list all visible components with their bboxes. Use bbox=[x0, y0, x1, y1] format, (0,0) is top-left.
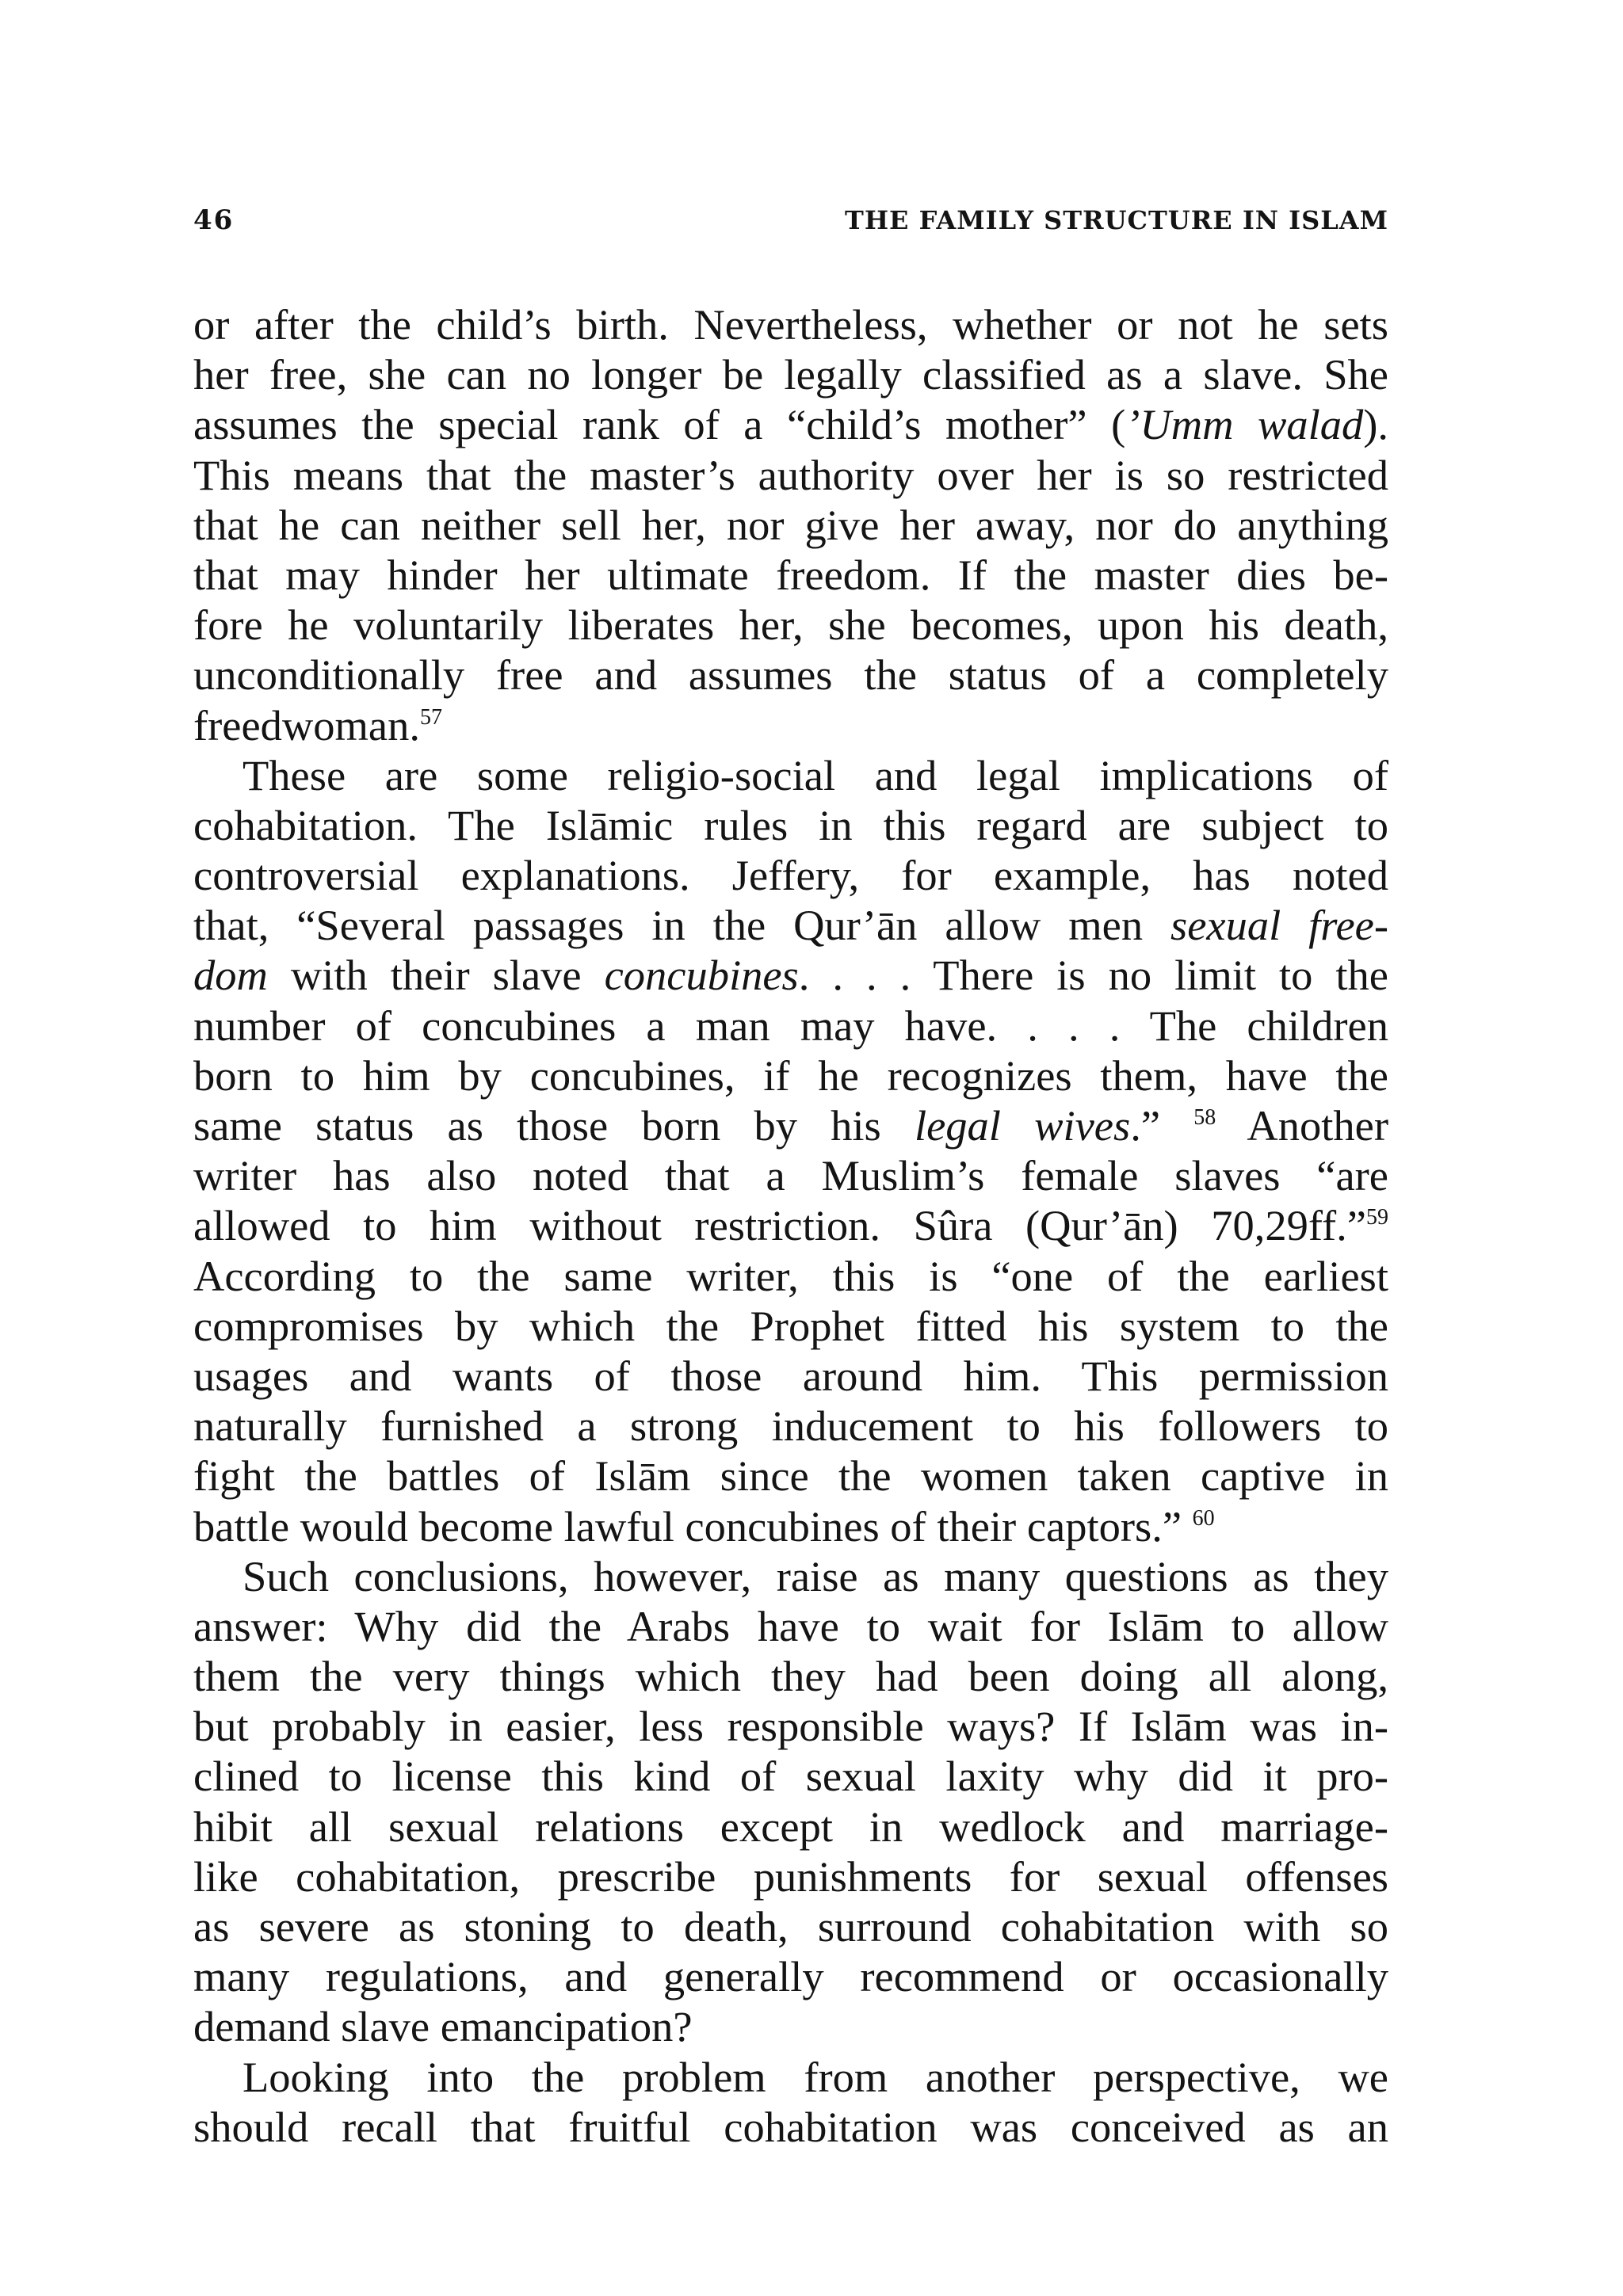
text-line bbox=[193, 1401, 1388, 1451]
text-line bbox=[193, 1301, 1388, 1351]
text-segment: battle would become lawful concubines of their captors.” bbox=[193, 1501, 1193, 1550]
text-segment: fore he voluntarily liberates her, she becomes, upon his death, bbox=[193, 601, 1388, 650]
text-segment: unconditionally free and assumes the status of a completely bbox=[193, 650, 1388, 700]
text-segment: Looking into the problem from another perspective, we bbox=[242, 2052, 1388, 2101]
text-segment: compromises by which the Prophet fitted his system to the bbox=[193, 1301, 1388, 1350]
text-line bbox=[193, 1501, 1388, 1551]
text-line bbox=[193, 1551, 1388, 1601]
text-line bbox=[193, 299, 1388, 349]
italic-text: legal wives bbox=[914, 1101, 1131, 1150]
text-line bbox=[193, 1852, 1388, 1901]
text-segment: demand slave emancipation? bbox=[193, 2002, 693, 2051]
text-line bbox=[193, 399, 1388, 449]
text-segment: or after the child’s birth. Nevertheless, whether or not he sets bbox=[193, 300, 1388, 349]
text-line bbox=[193, 1951, 1388, 2001]
text-line bbox=[193, 1901, 1388, 1951]
text-line bbox=[193, 750, 1388, 800]
text-line bbox=[193, 900, 1388, 950]
footnote-marker: 59 bbox=[1366, 1205, 1388, 1230]
text-segment: that he can neither sell her, nor give her away, nor do anything bbox=[193, 500, 1388, 549]
text-segment: These are some religio-social and legal implications of bbox=[242, 750, 1388, 799]
text-segment: number of concubines a man may have. . . . The children bbox=[193, 1001, 1388, 1050]
text-segment: usages and wants of those around him. This permission bbox=[193, 1351, 1388, 1400]
footnote-marker: 60 bbox=[1192, 1505, 1215, 1531]
running-head: THE FAMILY STRUCTURE IN ISLAM bbox=[845, 205, 1388, 235]
text-segment: cohabitation. The Islāmic rules in this regard are subject to bbox=[193, 800, 1388, 849]
text-line bbox=[193, 1051, 1388, 1100]
text-line bbox=[193, 600, 1388, 650]
text-segment: freedwoman. bbox=[193, 700, 420, 749]
text-line bbox=[193, 850, 1388, 900]
text-segment: writer has also noted that a Muslim’s female slaves “are bbox=[193, 1151, 1388, 1200]
text-line bbox=[193, 1451, 1388, 1501]
text-segment: answer: Why did the Arabs have to wait for Islām to allow bbox=[193, 1601, 1388, 1650]
text-line bbox=[193, 349, 1388, 399]
page-number: 46 bbox=[193, 204, 235, 236]
footnote-marker: 58 bbox=[1193, 1105, 1216, 1130]
italic-text: sexual free- bbox=[1170, 901, 1388, 950]
text-segment: naturally furnished a strong inducement to his followers to bbox=[193, 1402, 1388, 1451]
text-segment: hibit all sexual relations except in wedlock and marriage- bbox=[193, 1802, 1388, 1851]
page-header bbox=[193, 204, 1388, 236]
text-segment: ). bbox=[1363, 400, 1389, 449]
text-line bbox=[193, 1351, 1388, 1401]
text-line bbox=[193, 1601, 1388, 1651]
text-segment: that, “Several passages in the Qur’ān allow men bbox=[193, 901, 1171, 950]
italic-text: concubines bbox=[604, 951, 799, 1000]
text-segment: assumes the special rank of a “child’s mother” ( bbox=[193, 400, 1126, 449]
text-segment: fight the battles of Islām since the women taken captive in bbox=[193, 1451, 1388, 1501]
text-line bbox=[193, 800, 1388, 850]
text-line bbox=[193, 700, 1388, 750]
text-line bbox=[193, 2102, 1388, 2152]
text-line bbox=[193, 1001, 1388, 1051]
text-line bbox=[193, 1751, 1388, 1801]
text-line bbox=[193, 1701, 1388, 1751]
text-segment: Such conclusions, however, raise as many questions as they bbox=[242, 1551, 1388, 1600]
text-segment: same status as those born by his bbox=[193, 1101, 915, 1150]
text-line bbox=[193, 650, 1388, 700]
italic-text: ’Umm walad bbox=[1125, 400, 1364, 449]
text-line bbox=[193, 1251, 1388, 1301]
text-segment: like cohabitation, prescribe punishments for sexual offenses bbox=[193, 1852, 1388, 1901]
text-segment: should recall that fruitful cohabitation was conceived as an bbox=[193, 2102, 1388, 2151]
text-segment: that may hinder her ultimate freedom. If the master dies be- bbox=[193, 550, 1388, 599]
text-line bbox=[193, 550, 1388, 600]
text-line bbox=[193, 2001, 1388, 2051]
text-line bbox=[193, 1802, 1388, 1852]
text-segment: controversial explanations. Jeffery, for example, has noted bbox=[193, 851, 1388, 900]
text-segment: . . . . There is no limit to the bbox=[798, 951, 1388, 1000]
text-line bbox=[193, 500, 1388, 550]
text-segment: born to him by concubines, if he recognizes them, have the bbox=[193, 1051, 1388, 1100]
text-line bbox=[193, 1200, 1388, 1250]
text-segment: allowed to him without restriction. Sûra (Qur’ān) 70,29ff.” bbox=[193, 1201, 1366, 1250]
text-line bbox=[193, 950, 1388, 1000]
text-segment: but probably in easier, less responsible ways? If Islām was in- bbox=[193, 1702, 1388, 1751]
text-segment: with their slave bbox=[267, 951, 605, 1000]
text-segment: them the very things which they had been doing all along, bbox=[193, 1652, 1388, 1701]
text-segment: many regulations, and generally recommend or occasionally bbox=[193, 1952, 1388, 2001]
body-text bbox=[193, 299, 1388, 2152]
text-segment: According to the same writer, this is “one of the earliest bbox=[193, 1251, 1388, 1300]
text-segment: her free, she can no longer be legally classified as a slave. She bbox=[193, 350, 1388, 399]
italic-text: dom bbox=[193, 951, 268, 1000]
text-segment: clined to license this kind of sexual laxity why did it pro- bbox=[193, 1752, 1388, 1801]
text-line bbox=[193, 2052, 1388, 2102]
footnote-marker: 57 bbox=[420, 704, 442, 730]
text-segment: as severe as stoning to death, surround cohabitation with so bbox=[193, 1902, 1388, 1951]
text-segment: Another bbox=[1216, 1101, 1388, 1150]
text-line bbox=[193, 1100, 1388, 1150]
text-segment: This means that the master’s authority over her is so restricted bbox=[193, 450, 1388, 499]
text-segment: .” bbox=[1130, 1101, 1194, 1150]
text-line bbox=[193, 450, 1388, 500]
text-line bbox=[193, 1651, 1388, 1701]
text-line bbox=[193, 1150, 1388, 1200]
